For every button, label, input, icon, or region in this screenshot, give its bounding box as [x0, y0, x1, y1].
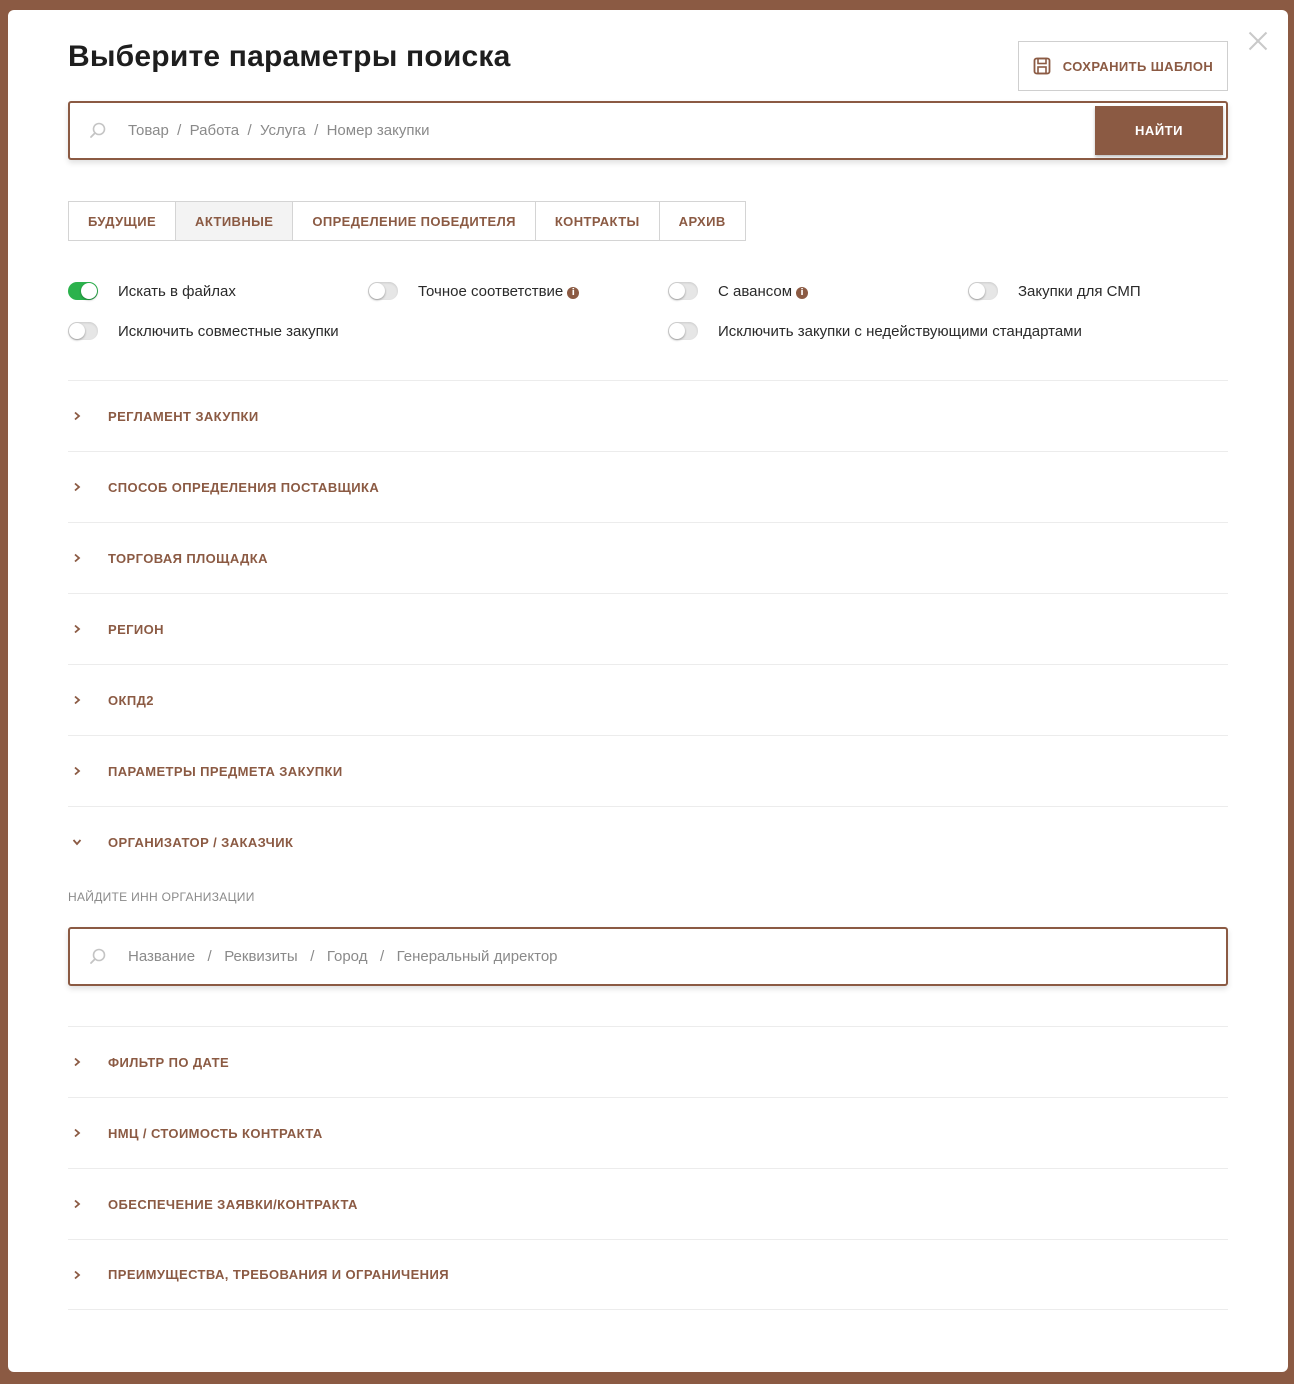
- filter-sections-after: [68, 1026, 1228, 1310]
- tab-active[interactable]: АКТИВНЫЕ: [175, 201, 293, 241]
- section-contract-price[interactable]: [68, 1097, 1228, 1168]
- main-search-bar: [68, 101, 1228, 160]
- search-input[interactable]: [128, 103, 1095, 158]
- section-label: ПАРАМЕТРЫ ПРЕДМЕТА ЗАКУПКИ: [108, 763, 343, 779]
- section-label: ОБЕСПЕЧЕНИЕ ЗАЯВКИ/КОНТРАКТА: [108, 1196, 358, 1212]
- organization-search-bar: [68, 927, 1228, 986]
- inn-search-label: НАЙДИТЕ ИНН ОРГАНИЗАЦИИ: [68, 890, 255, 904]
- floppy-disk-icon: [1033, 57, 1051, 75]
- toggle-row-search-in-files: [68, 280, 236, 302]
- tab-future[interactable]: БУДУЩИЕ: [68, 201, 176, 241]
- search-icon: [88, 103, 128, 158]
- toggle-row-exclude-joint: [68, 320, 339, 342]
- chevron-right-icon: [68, 1199, 108, 1209]
- close-icon[interactable]: [1246, 29, 1270, 53]
- section-organizer-customer[interactable]: [68, 806, 1228, 877]
- chevron-right-icon: [68, 482, 108, 492]
- section-security[interactable]: [68, 1168, 1228, 1239]
- toggle-row-advance: [668, 280, 808, 302]
- section-procurement-regulation[interactable]: [68, 380, 1228, 451]
- section-label: РЕГЛАМЕНТ ЗАКУПКИ: [108, 408, 259, 424]
- find-button[interactable]: НАЙТИ: [1095, 106, 1223, 155]
- save-template-label: СОХРАНИТЬ ШАБЛОН: [1062, 58, 1214, 74]
- chevron-right-icon: [68, 411, 108, 421]
- chevron-right-icon: [68, 1270, 108, 1280]
- section-label: ОКПД2: [108, 692, 154, 708]
- chevron-down-icon: [68, 837, 108, 847]
- section-trading-platform[interactable]: [68, 522, 1228, 593]
- section-label: ПРЕИМУЩЕСТВА, ТРЕБОВАНИЯ И ОГРАНИЧЕНИЯ: [108, 1267, 449, 1282]
- section-label: ОРГАНИЗАТОР / ЗАКАЗЧИК: [108, 834, 294, 850]
- section-supplier-method[interactable]: [68, 451, 1228, 522]
- section-region[interactable]: [68, 593, 1228, 664]
- toggle-label: [418, 283, 579, 300]
- toggle-label: Закупки для СМП: [1018, 282, 1141, 300]
- organization-search-input[interactable]: [128, 929, 1226, 984]
- info-icon[interactable]: i: [796, 287, 808, 299]
- tab-contracts[interactable]: КОНТРАКТЫ: [535, 201, 660, 241]
- toggle-label-text: С авансом: [718, 282, 793, 300]
- exclude-joint-toggle[interactable]: [68, 322, 98, 340]
- search-parameters-modal: [8, 10, 1288, 1372]
- smp-toggle[interactable]: [968, 282, 998, 300]
- toggle-label: Исключить совместные закупки: [118, 322, 339, 340]
- section-date-filter[interactable]: [68, 1026, 1228, 1097]
- chevron-right-icon: [68, 624, 108, 634]
- search-in-files-toggle[interactable]: [68, 282, 98, 300]
- chevron-right-icon: [68, 695, 108, 705]
- toggle-label: [718, 283, 808, 300]
- section-advantages-requirements[interactable]: [68, 1239, 1228, 1310]
- exclude-invalid-standards-toggle[interactable]: [668, 322, 698, 340]
- section-okpd2[interactable]: [68, 664, 1228, 735]
- status-tabs: [68, 201, 746, 241]
- section-label: ФИЛЬТР ПО ДАТЕ: [108, 1054, 230, 1070]
- toggle-row-exact-match: [368, 280, 579, 302]
- page-title: Выберите параметры поиска: [68, 40, 511, 73]
- search-icon: [88, 929, 128, 984]
- toggle-row-exclude-invalid-standards: [668, 320, 1082, 342]
- info-icon[interactable]: i: [567, 287, 579, 299]
- save-template-button[interactable]: [1018, 41, 1228, 91]
- tab-winner-determination[interactable]: ОПРЕДЕЛЕНИЕ ПОБЕДИТЕЛЯ: [292, 201, 536, 241]
- toggle-label: Искать в файлах: [118, 282, 236, 300]
- chevron-right-icon: [68, 1057, 108, 1067]
- section-label: ТОРГОВАЯ ПЛОЩАДКА: [108, 550, 268, 566]
- chevron-right-icon: [68, 1128, 108, 1138]
- filter-sections: [68, 380, 1228, 877]
- section-label: СПОСОБ ОПРЕДЕЛЕНИЯ ПОСТАВЩИКА: [108, 479, 380, 495]
- tab-archive[interactable]: АРХИВ: [659, 201, 746, 241]
- chevron-right-icon: [68, 766, 108, 776]
- chevron-right-icon: [68, 553, 108, 563]
- advance-toggle[interactable]: [668, 282, 698, 300]
- toggle-label-text: Точное соответствие: [418, 282, 564, 300]
- exact-match-toggle[interactable]: [368, 282, 398, 300]
- toggle-label: Исключить закупки с недействующими стандартами: [718, 322, 1082, 340]
- section-subject-parameters[interactable]: [68, 735, 1228, 806]
- toggle-row-smp: [968, 280, 1141, 302]
- section-label: РЕГИОН: [108, 621, 164, 637]
- section-label: НМЦ / СТОИМОСТЬ КОНТРАКТА: [108, 1125, 323, 1141]
